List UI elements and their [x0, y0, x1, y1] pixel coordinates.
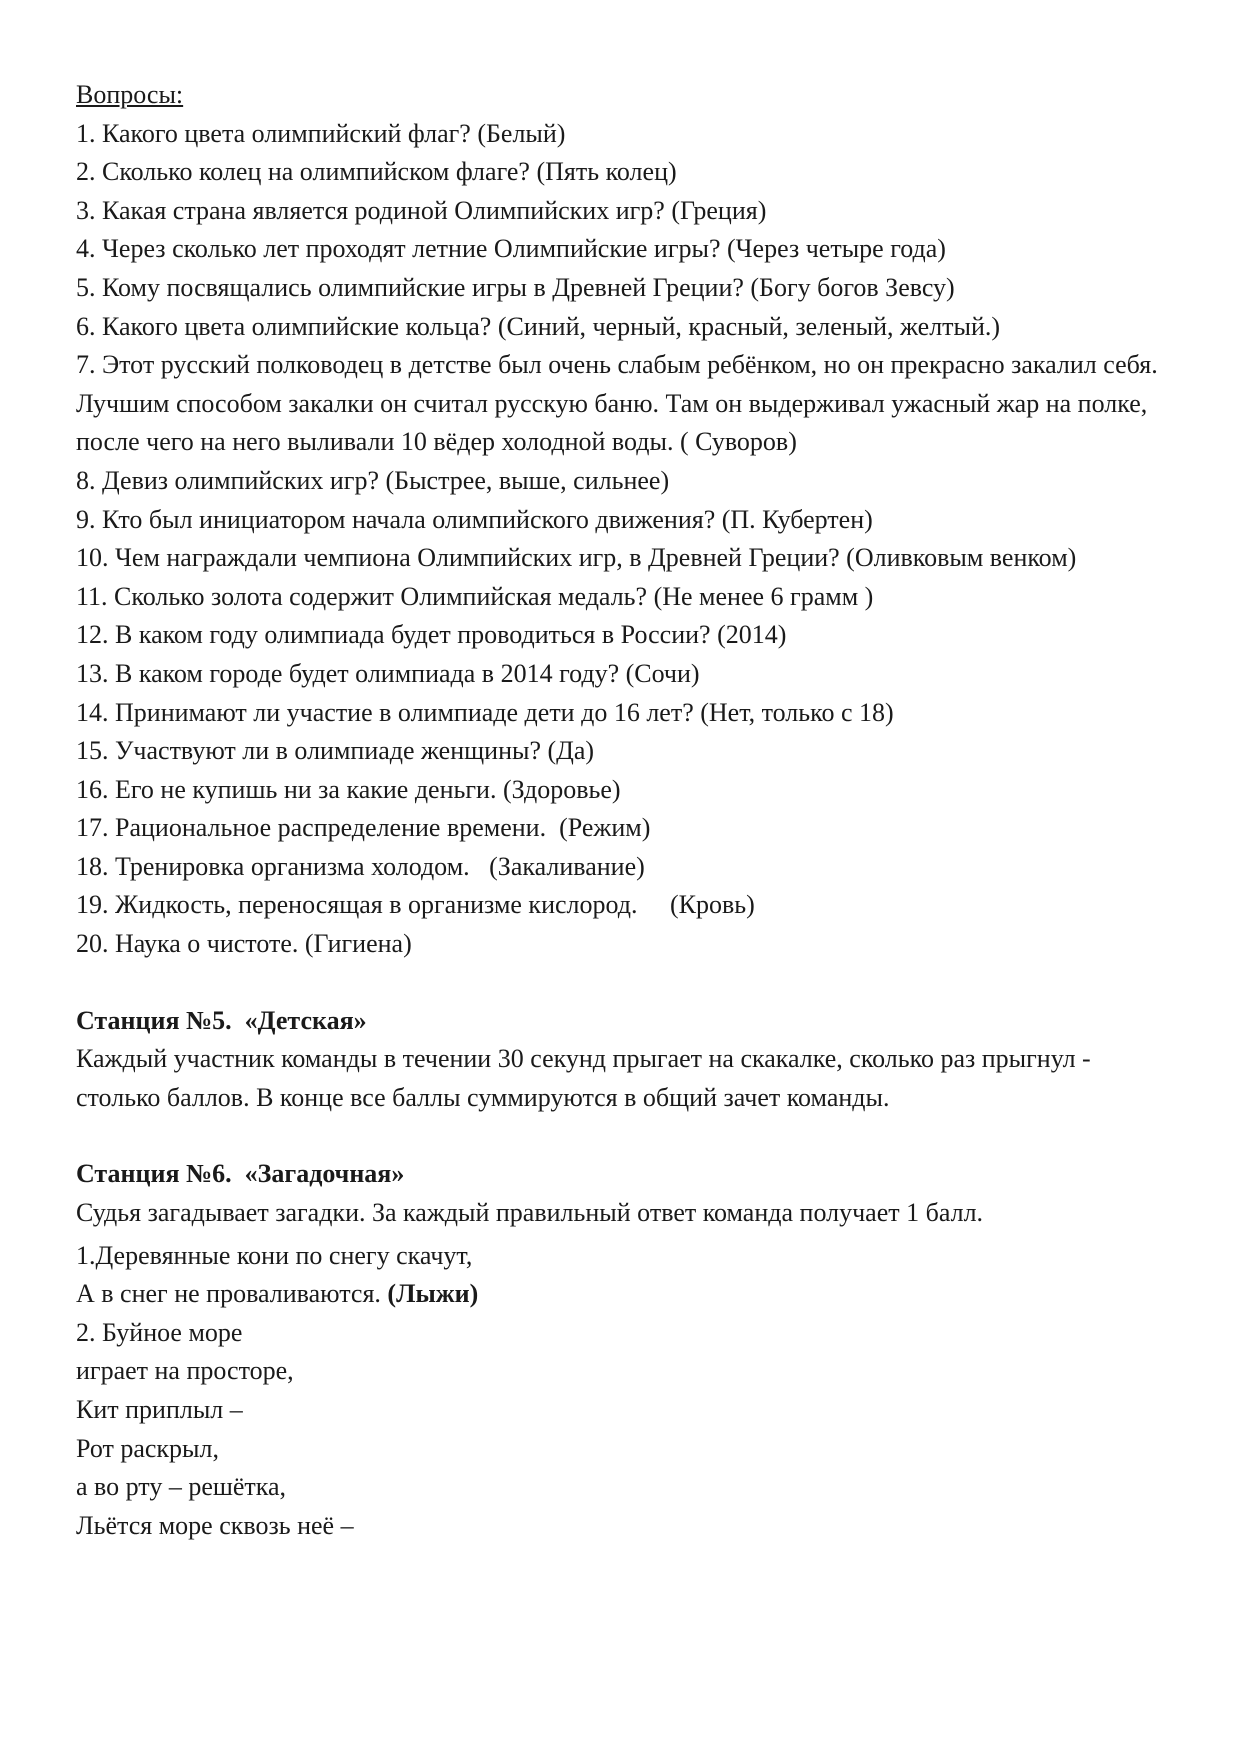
question-item: 20. Наука о чистоте. (Гигиена) [76, 929, 412, 959]
riddle-2-line: а во рту – решётка, [76, 1472, 287, 1502]
question-item: 5. Кому посвящались олимпийские игры в Древней Греции? (Богу богов Зевсу) [76, 272, 955, 302]
riddle-1-text: А в снег не проваливаются. [76, 1279, 388, 1309]
question-item: 13. В каком городе будет олимпиада в 2014 году? (Сочи) [76, 658, 700, 688]
questions-heading: Вопросы: [76, 80, 184, 109]
riddle-2-line: играет на просторе, [76, 1356, 294, 1386]
question-item: 1. Какого цвета олимпийский флаг? (Белый) [76, 118, 566, 148]
question-item: 8. Девиз олимпийских игр? (Быстрее, выше, сильнее) [76, 465, 670, 495]
question-item: 11. Сколько золота содержит Олимпийская медаль? (Не менее 6 грамм ) [76, 581, 874, 611]
question-item: 7. Этот русский полководец в детстве был очень слабым ребёнком, но он прекрасно закалил себя. Лучшим способом закалки он считал русскую баню. Там он выдерживал ужасный жар на полке, после чего на него выливали 10 вёдер холодной воды. ( Суворов) [76, 350, 1165, 457]
riddle-2-line: Кит приплыл – [76, 1395, 243, 1424]
question-item: 6. Какого цвета олимпийские кольца? (Синий, черный, красный, зеленый, желтый.) [76, 311, 1001, 341]
questions-list [76, 115, 1186, 964]
riddle-1-answer: (Лыжи) [387, 1279, 479, 1309]
question-item: 19. Жидкость, переносящая в организме кислород. (Кровь) [76, 890, 755, 920]
riddle-2-line: Льётся море сквозь неё – [76, 1510, 354, 1540]
question-item: 2. Сколько колец на олимпийском флаге? (Пять колец) [76, 157, 677, 187]
station-6-title: Станция №6. «Загадочная» [76, 1159, 405, 1189]
question-item: 4. Через сколько лет проходят летние Олимпийские игры? (Через четыре года) [76, 234, 946, 264]
question-item: 18. Тренировка организма холодом. (Закаливание) [76, 851, 645, 881]
question-item: 17. Рациональное распределение времени. (Режим) [76, 813, 651, 843]
station-6-intro: Судья загадывает загадки. За каждый правильный ответ команда получает 1 балл. [76, 1198, 984, 1228]
question-item: 12. В каком году олимпиада будет проводиться в России? (2014) [76, 620, 787, 650]
station-5-text: Каждый участник команды в течении 30 секунд прыгает на скакалке, сколько раз прыгнул - столько баллов. В конце все баллы суммируются в общий зачет команды. [76, 1044, 1104, 1112]
riddle-1-line-1: 1.Деревянные кони по снегу скачут, [76, 1240, 473, 1270]
station-5-title: Станция №5. «Детская» [76, 1005, 367, 1035]
document-page [76, 76, 1186, 1545]
question-item: 3. Какая страна является родиной Олимпийских игр? (Греция) [76, 195, 767, 225]
question-item: 14. Принимают ли участие в олимпиаде дети до 16 лет? (Нет, только с 18) [76, 697, 894, 727]
station-6-section [76, 1155, 1186, 1545]
station-5-section [76, 1002, 1186, 1118]
riddle-2-line: Рот раскрыл, [76, 1433, 219, 1463]
question-item: 15. Участвуют ли в олимпиаде женщины? (Да) [76, 736, 595, 766]
riddle-1-line-2 [76, 1275, 1186, 1314]
question-item: 9. Кто был инициатором начала олимпийского движения? (П. Кубертен) [76, 504, 873, 534]
question-item: 10. Чем награждали чемпиона Олимпийских игр, в Древней Греции? (Оливковым венком) [76, 543, 1077, 573]
question-item: 16. Его не купишь ни за какие деньги. (Здоровье) [76, 774, 621, 804]
riddle-2-line: 2. Буйное море [76, 1317, 243, 1347]
